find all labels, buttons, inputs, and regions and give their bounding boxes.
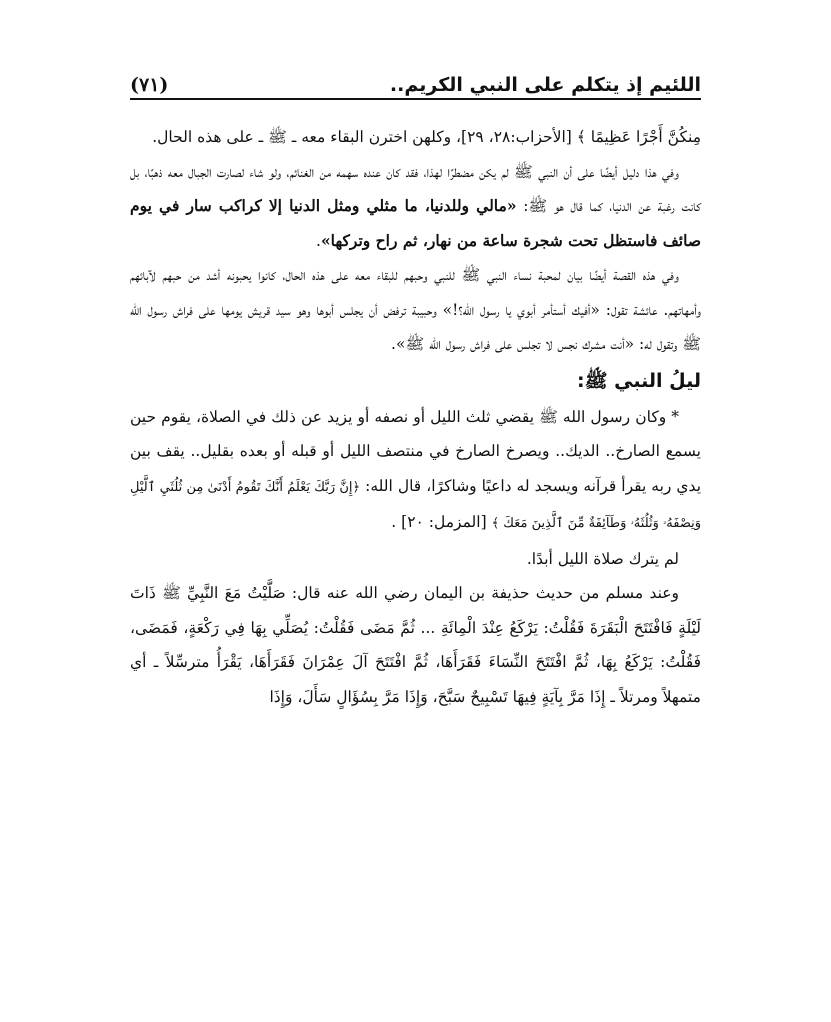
paragraph-end: . [316,231,321,250]
paragraph-text: * وكان رسول الله ﷺ يقضي ثلث الليل أو نصفه أو يزيد عن ذلك في الصلاة، يقوم حين يسمع الصارخ.. الديك.. ويصرخ الصارخ في منتصف الليل أو قبله أو بعده بقليل.. يقف بين يدي ربه يقرأ قرآنه ويسجد له داعيًا وشاكرًا، قال الله: [130,407,702,495]
paragraph-text: مِنكُنَّ أَجْرًا عَظِيمًا ﴾ [الأحزاب:٢٨، ٢٩]، وكلهن اخترن البقاء معه ـ ﷺ ـ على هذه الحال. [152,128,701,146]
paragraph-never-left [130,542,701,577]
paragraph-text: وعند مسلم من حديث حذيفة بن اليمان رضي الله عنه قال: [285,584,679,602]
quran-verse: ﴿إِنَّ رَبَّكَ يَعْلَمُ أَنَّكَ تَقُومُ أَدْنَىٰ مِن ثُلُثَيِ ٱلَّيْلِ وَنِصْفَهُۥ وَثُلُثَهُۥ وَطَآئِفَةٌ مِّنَ ٱلَّذِينَ مَعَكَ ﴾ [130,479,701,531]
paragraph-quran-continuation [130,120,701,155]
hadith-quote: «مالي وللدنيا، ما مثلي ومثل الدنيا إلا كراكب سار في يوم صائف فاستظل تحت شجرة ساعة من نهار، ثم راح وتركها» [130,196,701,250]
running-title: اللئيم إذ يتكلم على النبي الكريم.. [389,74,701,96]
verse-reference: [المزمل: ٢٠] . [391,513,492,531]
paragraph-text: وفي هذا دليل أيضًا على أن النبي ﷺ لم يكن مضطرًا لهذا، فقد كان عنده سهمه من الغنائم، ولو شاء لصارت الجبال معه ذهبًا، بل كانت رغبة عن الدنيا، كما قال هو ﷺ: [130,162,701,215]
paragraph-dunya [130,155,701,259]
paragraph-text: لم يترك صلاة الليل أبدًا. [526,549,679,568]
paragraph-text: وفي هذه القصة أيضًا بيان لمحبة نساء النبي ﷺ للنبي وحبهم للبقاء معه على هذه الحال، كانوا يحبونه أشد من حبهم لآبائهم وأمهاتهم. عائشة تقول: «أفيك أستأمر أبوي يا رسول الله؟!» وحبيبة ترفض أن يجلس أبوها وهو سيد قريش يومها على فراش رسول الله ﷺ وتقول له: «أنت مشرك نجس لا تجلس على فراش رسول الله ﷺ». [130,266,701,353]
page-body [130,120,701,714]
page-number: (٧١) [130,74,169,96]
paragraph-night-prayer [130,400,701,542]
hadith-text: صَلَّيْتُ مَعَ النَّبِيِّ ﷺ ذَاتَ لَيْلَةٍ فَافْتَتَحَ الْبَقَرَةَ فَقُلْتُ: يَرْكَعُ عِنْدَ الْمِائَةِ ... ثُمَّ مَضَى فَقُلْتُ: يُصَلِّي بِهَا فِي رَكْعَةٍ، فَمَضَى، فَقُلْتُ: يَرْكَعُ بِهَا، ثُمَّ افْتَتَحَ النِّسَاءَ فَقَرَأَهَا، ثُمَّ افْتَتَحَ آلَ عِمْرَانَ فَقَرَأَهَا، يَقْرَأُ مترسِّلاً ـ أي متمهلاً ومرتلاً ـ إِذَا مَرَّ بِآيَةٍ فِيهَا تَسْبِيحٌ سَبَّحَ، وَإِذَا مَرَّ بِسُؤَالٍ سَأَلَ، وَإِذَا [130,584,701,706]
page-header [130,64,701,100]
paragraph-wives-love [130,258,701,362]
paragraph-hudhayfa-hadith [130,576,701,714]
section-heading: ليلُ النبي ﷺ: [576,369,701,392]
